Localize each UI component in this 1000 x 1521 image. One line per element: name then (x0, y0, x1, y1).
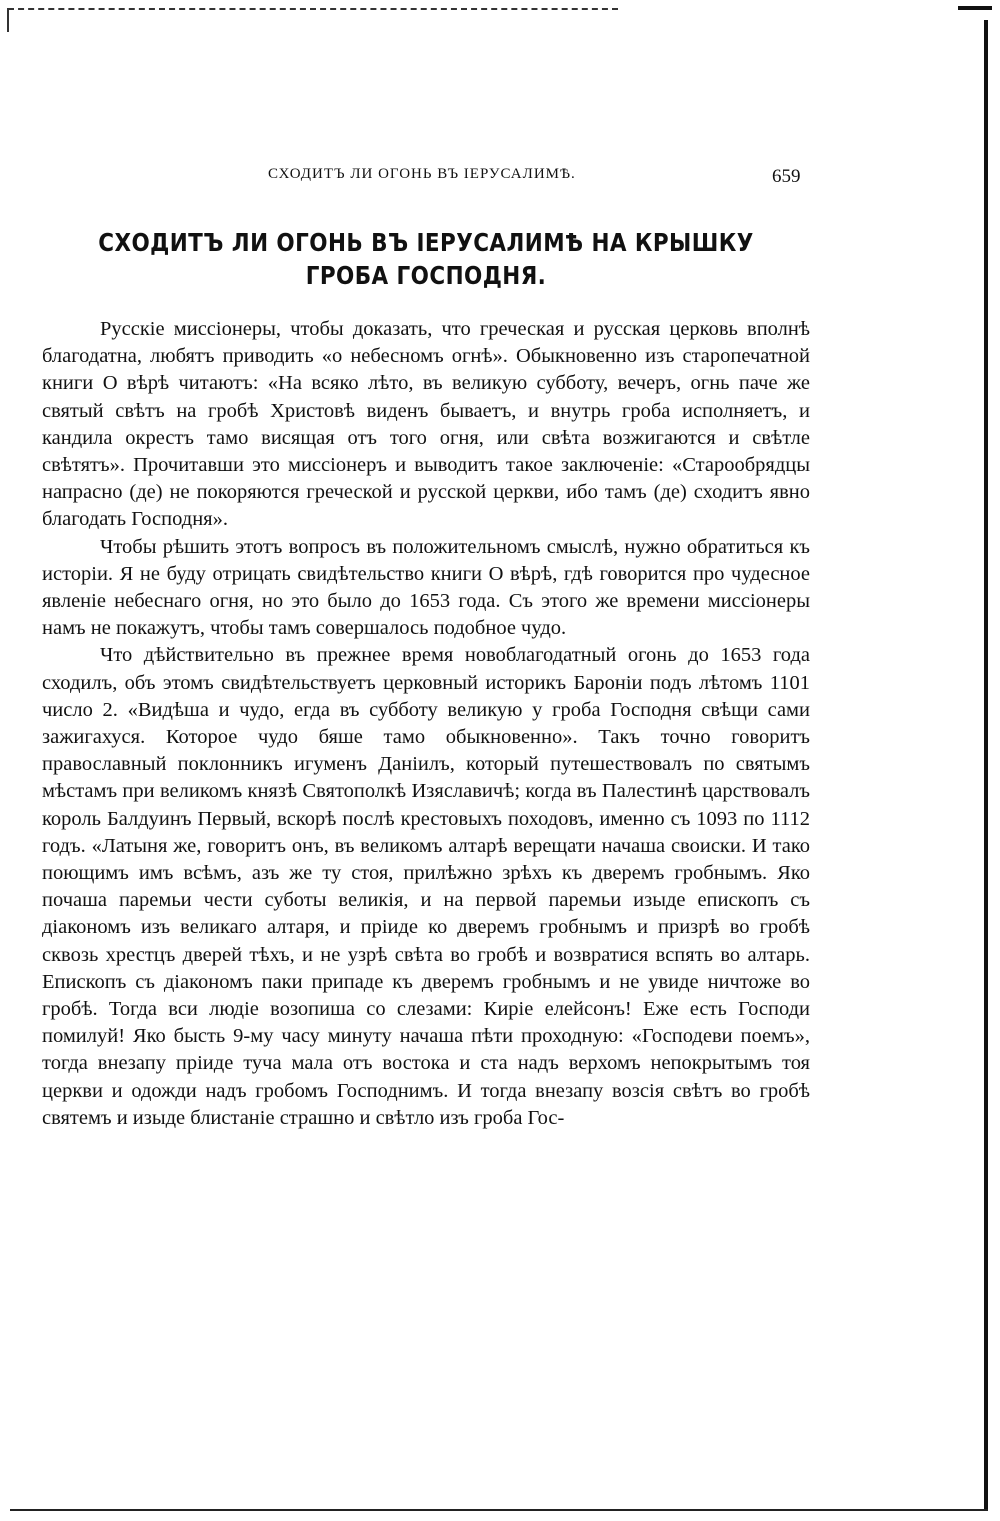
scan-edge-right (984, 20, 988, 1510)
paragraph-3: Что дѣйствительно въ прежнее время новоблагодатный огонь до 1653 года сходилъ, объ этомъ свидѣтельствуетъ церковный историкъ Бароніи подъ лѣтомъ 1101 число 2. «Видѣша и чудо, егда въ субботу великую у гроба Господня свѣщи сами зажигахуся. Которое чудо бяше тамо обыкновенно». Такъ точно говоритъ православный поклонникъ игуменъ Даніилъ, который путешествовалъ по святымъ мѣстамъ при великомъ князѣ Святополкѣ Изяславичѣ; когда въ Палестинѣ царствовалъ король Балдуинъ Первый, вскорѣ послѣ крестовыхъ походовъ, именно съ 1093 по 1112 годъ. «Латыня же, говоритъ онъ, въ великомъ алтарѣ верещати начаша своиски. И тако поющимъ имъ всѣмъ, азъ же ту стоя, прилѣжно зрѣхъ къ дверемъ гробнымъ. Яко почаша паремьи чести суботы великія, и на первой паремьи изыде епископъ съ діакономъ изъ великаго алтаря, и пріиде ко дверемъ гробнымъ и призрѣ во гробѣ сквозь хрестцъ дверей тѣхъ, и не узрѣ свѣта во гробѣ и возвратися вспять во алтарь. Епископъ съ діакономъ паки припаде къ дверемъ гробнымъ и не увиде ничтоже во гробѣ. Тогда вси людіе возопиша со слезами: Киріе елейсонъ! Еже есть Господи помилуй! Яко бысть 9-му часу минуту начаша пѣти проходную: «Господеви поемъ», тогда внезапу пріиде туча мала отъ востока и ста надъ верхомъ непокрытымъ тоя церкви и одожди надъ гробомъ Господнимъ. И тогда внезапу возсія свѣтъ во гробѣ святемъ и изыде блистаніе страшно и свѣтло изъ гроба Гос- (42, 644, 810, 1129)
scan-edge-left (7, 8, 9, 32)
scan-edge-bottom (10, 1509, 988, 1511)
scan-edge-top-right (958, 6, 992, 10)
scan-edge-top (8, 8, 618, 10)
article-title: СХОДИТЪ ЛИ ОГОНЬ ВЪ ІЕРУСАЛИМѢ НА КРЫШКУ ГРОБА ГОСПОДНЯ. (98, 228, 754, 290)
page-number: 659 (772, 166, 801, 187)
paragraph-2: Чтобы рѣшить этотъ вопросъ въ положительномъ смыслѣ, нужно обратиться къ исторіи. Я не буду отрицать свидѣтельство книги О вѣрѣ, гдѣ говорится про чудесное явленіе небеснаго огня, но это было до 1653 года. Съ этого же времени миссіонеры намъ не покажутъ, чтобы тамъ совершалось подобное чудо. (42, 535, 810, 640)
running-head: СХОДИТЪ ЛИ ОГОНЬ ВЪ ІЕРУСАЛИМѢ. (268, 166, 576, 182)
paragraph-1: Русскіе миссіонеры, чтобы доказать, что греческая и русская церковь вполнѣ благодатна, любятъ приводить «о небесномъ огнѣ». Обыкновенно изъ старопечатной книги О вѣрѣ читаютъ: «На всяко лѣто, въ великую субботу, вечеръ, огнь паче же святый свѣтъ на гробѣ Христовѣ виденъ бываетъ, и внутрь гроба исполняетъ, и кандила окрестъ тамо висящая отъ того огня, или свѣта возжигаются и свѣтле свѣтятъ». Прочитавши это миссіонеръ и выводитъ такое заключеніе: «Старообрядцы напрасно (де) не покоряются греческой и русской церкви, ибо тамъ (де) сходитъ явно благодать Господня». (42, 318, 810, 531)
article-body (42, 316, 810, 1132)
